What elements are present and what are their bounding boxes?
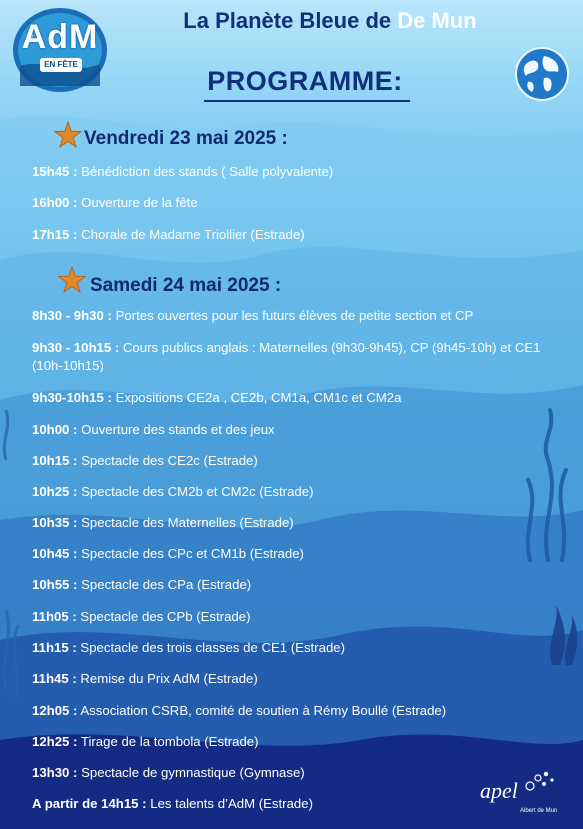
item-time: 10h25 :	[32, 484, 78, 499]
day-heading-saturday: Samedi 24 mai 2025 :	[90, 275, 282, 296]
item-text: Les talents d’AdM (Estrade)	[150, 796, 313, 811]
schedule-item	[32, 421, 572, 439]
schedule-item	[32, 452, 572, 470]
schedule-item	[32, 226, 572, 244]
apel-bubbles-icon	[520, 768, 560, 798]
item-text: Spectacle de gymnastique (Gymnase)	[81, 765, 305, 780]
item-time: 16h00 :	[32, 195, 78, 210]
item-text: Spectacle des CPb (Estrade)	[80, 609, 251, 624]
schedule-item	[32, 702, 572, 720]
item-text: Spectacle des Maternelles (Estrade)	[81, 515, 294, 530]
schedule-item	[32, 163, 572, 181]
apel-subtext: Albert de Mun	[520, 808, 558, 814]
schedule-item	[32, 670, 572, 688]
item-time: 9h30 - 10h15 :	[32, 340, 120, 355]
item-text: Ouverture des stands et des jeux	[81, 422, 275, 437]
item-time: 11h45 :	[32, 671, 77, 686]
schedule-item	[32, 733, 572, 751]
adm-logo	[10, 6, 110, 94]
logo-subtext: EN FÊTE	[40, 58, 82, 72]
item-text: Chorale de Madame Triollier (Estrade)	[81, 227, 305, 242]
item-text: Ouverture de la fête	[81, 195, 198, 210]
item-time: 17h15 :	[32, 227, 78, 242]
apel-text: apel	[480, 778, 518, 803]
item-text: Cours publics anglais : Maternelles (9h30-9h45), CP (9h45-10h) et CE1 (10h-10h15)	[32, 340, 541, 373]
item-time: 12h05 :	[32, 703, 78, 718]
item-time: 11h05 :	[32, 609, 77, 624]
item-text: Spectacle des CM2b et CM2c (Estrade)	[81, 484, 314, 499]
item-text: Remise du Prix AdM (Estrade)	[80, 671, 258, 686]
schedule-item	[32, 194, 572, 212]
item-time: 10h55 :	[32, 577, 78, 592]
item-text: Expositions CE2a , CE2b, CM1a, CM1c et CM2a	[115, 390, 402, 405]
item-text: Association CSRB, comité de soutien à Rémy Boullé (Estrade)	[80, 703, 447, 718]
item-text: Spectacle des trois classes de CE1 (Estrade)	[80, 640, 346, 655]
schedule-item	[32, 576, 572, 594]
day-heading-friday: Vendredi 23 mai 2025 :	[84, 128, 288, 149]
schedule-item	[32, 483, 572, 501]
starfish-icon	[58, 266, 86, 294]
item-text: Bénédiction des stands ( Salle polyvalente)	[81, 164, 334, 179]
item-time: 12h25 :	[32, 734, 78, 749]
page-title	[130, 8, 530, 34]
item-time: 9h30-10h15 :	[32, 390, 112, 405]
item-time: 10h35 :	[32, 515, 78, 530]
title-highlight: De Mun	[397, 8, 477, 33]
heading-underline	[204, 100, 410, 102]
item-text: Spectacle des CPc et CM1b (Estrade)	[81, 546, 304, 561]
item-text: Spectacle des CPa (Estrade)	[81, 577, 252, 592]
schedule-item	[32, 514, 572, 532]
item-time: 10h45 :	[32, 546, 78, 561]
item-text: Portes ouvertes pour les futurs élèves de petite section et CP	[115, 308, 474, 323]
item-time: 11h15 :	[32, 640, 77, 655]
item-time: 8h30 - 9h30 :	[32, 308, 112, 323]
schedule-item	[32, 389, 572, 407]
item-text: Spectacle des CE2c (Estrade)	[81, 453, 258, 468]
schedule-item	[32, 339, 572, 375]
item-time: 10h15 :	[32, 453, 78, 468]
title-main: La Planète Bleue de	[183, 8, 398, 33]
item-time: 15h45 :	[32, 164, 78, 179]
item-time: A partir de 14h15 :	[32, 796, 147, 811]
schedule-item	[32, 307, 572, 325]
programme-heading: PROGRAMME:	[207, 66, 403, 96]
logo-text: AdM	[21, 18, 99, 56]
item-time: 13h30 :	[32, 765, 78, 780]
schedule-item	[32, 608, 572, 626]
globe-icon	[514, 46, 570, 102]
item-time: 10h00 :	[32, 422, 78, 437]
schedule-item	[32, 639, 572, 657]
item-text: Tirage de la tombola (Estrade)	[80, 734, 259, 749]
starfish-icon	[54, 121, 82, 149]
schedule-item	[32, 545, 572, 563]
apel-logo	[476, 768, 576, 828]
